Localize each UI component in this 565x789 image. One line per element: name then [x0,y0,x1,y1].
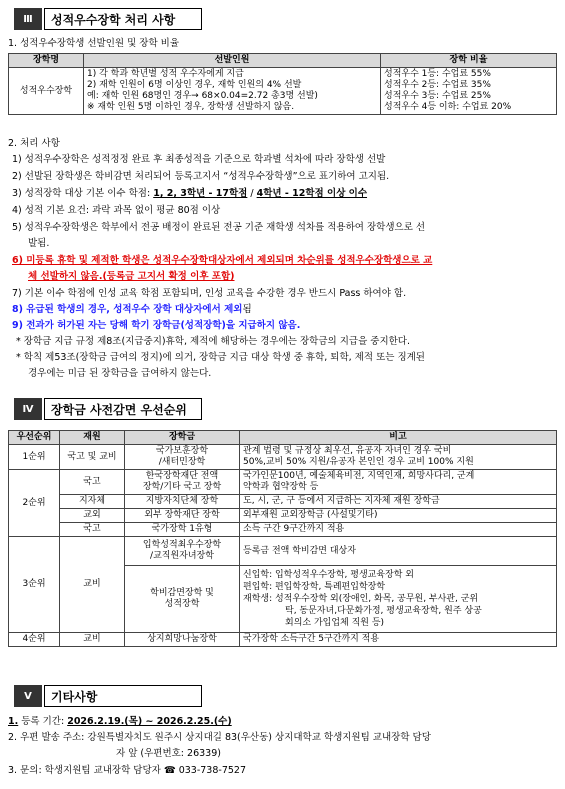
name-cell: 국가장학 1유형 [125,523,240,537]
rule-8 [12,303,252,316]
rank-cell: 1순위 [9,445,60,470]
sel-line: 2) 재학 인원이 6명 이상인 경우, 재학 인원의 4% 선발 [87,80,302,90]
rank-cell: 2순위 [9,470,60,537]
sec3-item2: 2. 처리 사항 [8,138,60,149]
note-line: 관계 법령 및 규정상 최우선, 유공자 자녀인 경우 국비 [243,446,452,456]
rule-6b: 체 선발하지 않음.(등록금 고지서 확정 이후 포함) [28,271,235,282]
rule-5a: 5) 성적우수장학생은 학부에서 전공 배정이 완료된 전공 기준 재학생 석차를 적용하여 장학생으로 선 [12,222,426,233]
src-cell: 국고 및 교비 [60,445,125,470]
table-row [9,445,557,470]
etc-1-label: 등록 기간: [18,716,68,727]
section-3-title: 성적우수장학 처리 사항 [44,8,202,30]
rate-list [381,68,557,115]
table-row [9,633,557,647]
section-5-title: 기타사항 [44,685,202,707]
table-row [9,470,557,495]
table-row [9,495,557,509]
name-cell: 지방자치단체 장학 [125,495,240,509]
th-name: 장학명 [9,54,84,68]
th-rank: 우선순위 [9,431,60,445]
note-2a: * 학칙 제53조(장학금 급여의 정지)에 의거, 장학금 지급 대상 학생 중 휴학, 퇴학, 제적 또는 징계된 [16,352,425,363]
etc-1 [8,715,232,728]
section-3-header [14,8,202,30]
rule-2: 2) 선발된 장학생은 학비감면 처리되어 등록고지서 “성적우수장학생”으로 표기하여 고지됨. [12,171,390,182]
note-cell [240,470,557,495]
name-line: /교직원자녀장학 [150,551,214,561]
sec3-item1: 1. 성적우수장학생 선발인원 및 장학 비율 [8,38,179,49]
rate-line: 성적우수 3등: 수업료 25% [384,91,491,101]
note-cell [240,566,557,633]
selection-rules [84,68,381,115]
etc-3: 3. 문의: 학생지원팀 교내장학 담당자 ☎ 033-738-7527 [8,765,246,776]
name-line: 국가보훈장학 [155,446,209,456]
note-line: 편입학: 편입학장학, 특례편입학장학 [243,582,386,592]
note-line: 탁, 동문자녀,다문화가정, 평생교육장학, 원주 상공 [285,606,482,616]
name-cell: 상지희망나눔장학 [125,633,240,647]
rate-line: 성적우수 1등: 수업료 55% [384,69,491,79]
note-line: 약학과 협약장학 등 [243,482,319,492]
name-line: 입학성적최우수장학 [142,540,222,550]
rule-3-text: 3) 성적장학 대상 기본 이수 학점: [12,188,154,199]
name-line: /새터민장학 [158,457,206,467]
src-cell: 국고 [60,523,125,537]
rank-cell: 3순위 [9,537,60,633]
th-rate: 장학 비율 [381,54,557,68]
name-cell [125,537,240,566]
note-1: * 장학금 지급 규정 제8조(지급중지)휴학, 제적에 해당하는 경우에는 장학금의 지급을 중지한다. [16,336,410,347]
section-5-header [14,685,202,707]
note-cell: 외부재원 교외장학금 (사설및기타) [240,509,557,523]
etc-1-period: 2026.2.19.(목) ~ 2026.2.25.(수) [67,716,232,727]
etc-2a: 2. 우편 발송 주소: 강원특별자치도 원주시 상지대길 83(우산동) 상지대학교 학생지원팀 교내장학 담당 [8,732,431,743]
note-cell: 소득 구간 9구간까지 적용 [240,523,557,537]
sel-line: 예: 재학 인원 68명인 경우→ 68×0.04=2.72 총3명 선발) [87,91,318,101]
section-4-number: Ⅳ [14,398,42,420]
name-cell [125,566,240,633]
table-row [9,509,557,523]
priority-table [8,430,557,647]
src-cell: 지자체 [60,495,125,509]
src-cell: 국고 [60,470,125,495]
sel-line: 1) 각 학과 학년별 성적 우수자에게 지급 [87,69,244,79]
rule-9: 9) 전과가 허가된 자는 당해 학기 장학금(성적장학)을 지급하지 않음. [12,320,301,331]
src-cell: 교비 [60,537,125,633]
note-cell: 국가장학 소득구간 5구간까지 적용 [240,633,557,647]
name-line: 장학/기타 국고 장학 [142,482,222,492]
name-line: 한국장학재단 전액 [145,471,219,481]
rule-8-tail: 됨 [242,304,252,315]
rule-3-credits-1: 1, 2, 3학년 - 17학점 [153,188,248,199]
note-cell [240,445,557,470]
selection-table [8,53,557,115]
name-line: 성적장학 [164,599,200,609]
name-cell [125,470,240,495]
note-cell: 도, 시, 군, 구 등에서 지급하는 지자체 재원 장학금 [240,495,557,509]
rule-5b: 발됨. [28,238,50,249]
rule-7: 7) 기본 이수 학점에 인성 교육 학점 포함되며, 인성 교육을 수강한 경우 반드시 Pass 하여야 함. [12,288,407,299]
rule-6a: 6) 미등록 휴학 및 제적한 학생은 성적우수장학대상자에서 제외되며 차순위를 성적우수장학생으로 교 [12,255,433,266]
rule-3-sep: / [247,188,257,199]
etc-2b: 자 앞 (우편번호: 26339) [116,748,221,759]
sel-line: ※ 재학 인원 5명 이하인 경우, 장학생 선발하지 않음. [87,102,295,112]
rule-4: 4) 성적 기본 요건: 과락 과목 없이 평균 80점 이상 [12,205,221,216]
etc-1-num: 1. [8,716,19,727]
section-3-number: Ⅲ [14,8,42,30]
name-line: 학비감면장학 및 [150,588,214,598]
table-row [9,523,557,537]
section-4-title: 장학금 사전감면 우선순위 [44,398,202,420]
src-cell: 교비 [60,633,125,647]
note-2b: 경우에는 미급 된 장학금을 급여하지 않는다. [28,368,212,379]
rule-3 [12,187,367,200]
rule-1: 1) 성적우수장학은 성적정정 완료 후 최종성적을 기준으로 학과별 석차에 따라 장학생 선발 [12,154,386,165]
th-name: 장학금 [125,431,240,445]
note-line: 신입학: 입학성적우수장학, 평생교육장학 외 [243,570,414,580]
th-sel: 선발인원 [84,54,381,68]
name-cell [125,445,240,470]
rank-cell: 4순위 [9,633,60,647]
scholarship-name: 성적우수장학 [9,68,84,115]
src-cell: 교외 [60,509,125,523]
section-4-header [14,398,202,420]
note-line: 국가인문100년, 예술체육비전, 지역인재, 희망사다리, 군계 [243,471,475,481]
rate-line: 성적우수 4등 이하: 수업료 20% [384,102,512,112]
note-line: 50%,교비 50% 지원/유공자 본인인 경우 교비 100% 지원 [243,457,474,467]
rule-8-text: 8) 유급된 학생의 경우, 성적우수 장학 대상자에서 제외 [12,304,243,315]
note-line: 재학생: 성적우수장학 외(장애인, 화목, 공무원, 부사관, 군위 [243,594,479,604]
rate-line: 성적우수 2등: 수업료 35% [384,80,491,90]
note-line: 회의소 가입업체 직원 등) [285,618,385,628]
note-cell: 등록금 전액 학비감면 대상자 [240,537,557,566]
table-row [9,537,557,566]
section-5-number: Ⅴ [14,685,42,707]
name-cell: 외부 장학재단 장학 [125,509,240,523]
th-note: 비고 [240,431,557,445]
rule-3-credits-2: 4학년 - 12학점 이상 이수 [256,188,368,199]
th-src: 재원 [60,431,125,445]
